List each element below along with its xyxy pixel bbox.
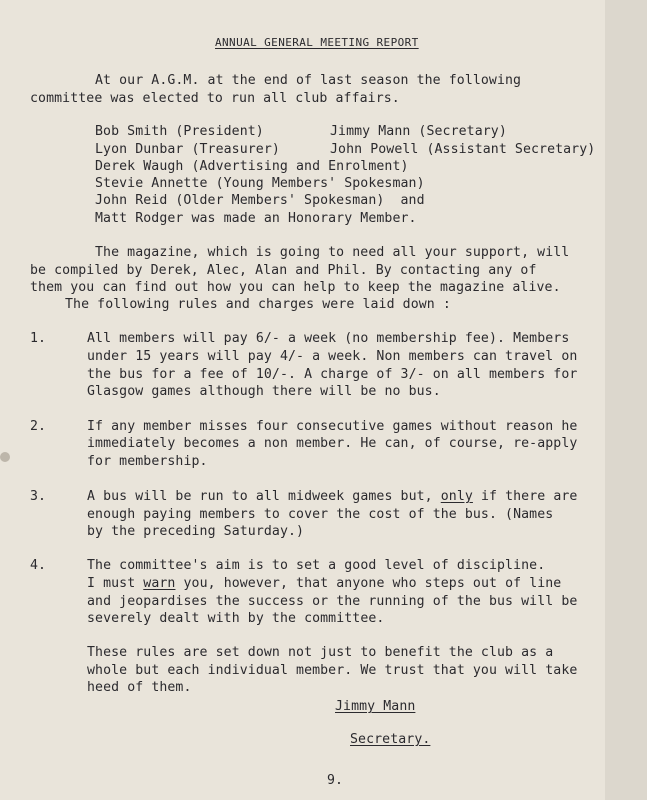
intro-line-2: committee was elected to run all club affairs. [30,91,400,106]
rule-1-line: the bus for a fee of 10/-. A charge of 3/- on all members for [87,367,578,382]
intro-line-1: At our A.G.M. at the end of last season the following [95,73,522,88]
committee-advertising: Derek Waugh (Advertising and Enrolment) [95,159,409,174]
committee-secretary: Jimmy Mann (Secretary) [330,124,507,139]
magazine-line-4: The following rules and charges were laid down : [65,297,451,312]
rule-1-line: Glasgow games although there will be no bus. [87,384,441,399]
rule-2-line: immediately becomes a non member. He can, of course, re-apply [87,436,578,451]
rule-number: 1. [30,331,47,346]
rule-3-line: enough paying members to cover the cost of the bus. (Names [87,507,554,522]
rule-3-emphasis: only [440,489,473,504]
rule-4-line [87,575,561,593]
closing-line-1: These rules are set down not just to benefit the club as a [87,645,554,660]
rule-3-text: A bus will be run to all midweek games but, [87,489,441,504]
page-number: 9. [327,773,344,788]
magazine-line-1: The magazine, which is going to need all your support, will [95,245,570,260]
rule-number: 3. [30,489,47,504]
rule-4-emphasis: warn [143,576,176,591]
magazine-line-3: them you can find out how you can help to keep the magazine alive. [30,280,561,295]
rule-1-line: under 15 years will pay 4/- a week. Non members can travel on [87,349,578,364]
rule-4-line: severely dealt with by the committee. [87,611,385,626]
closing-line-3: heed of them. [87,680,192,695]
rule-3-line [87,488,577,506]
committee-older-spokesman: John Reid (Older Members' Spokesman) and [95,193,425,208]
rule-4-line: and jeopardises the success or the running of the bus will be [87,594,578,609]
rule-3-line: by the preceding Saturday.) [87,524,305,539]
committee-honorary-member: Matt Rodger was made an Honorary Member. [95,211,417,226]
rule-1-line: All members will pay 6/- a week (no membership fee). Members [87,331,570,346]
page-title: ANNUAL GENERAL MEETING REPORT [215,36,419,49]
rule-number: 4. [30,558,47,573]
magazine-line-2: be compiled by Derek, Alec, Alan and Phil. By contacting any of [30,263,537,278]
rule-4-text: you, however, that anyone who steps out of line [175,576,562,591]
committee-treasurer: Lyon Dunbar (Treasurer) [95,142,280,157]
committee-young-spokesman: Stevie Annette (Young Members' Spokesman) [95,176,425,191]
signature-role: Secretary. [350,732,431,747]
committee-assistant-secretary: John Powell (Assistant Secretary) [330,142,596,157]
rule-2-line: for membership. [87,454,208,469]
rule-2-line: If any member misses four consecutive games without reason he [87,419,578,434]
signature-name: Jimmy Mann [335,699,416,714]
committee-president: Bob Smith (President) [95,124,264,139]
rule-3-text: if there are [472,489,578,504]
rule-4-text: I must [87,576,144,591]
rule-4-line: The committee's aim is to set a good level of discipline. [87,558,546,573]
closing-line-2: whole but each individual member. We trust that you will take [87,663,578,678]
rule-number: 2. [30,419,47,434]
